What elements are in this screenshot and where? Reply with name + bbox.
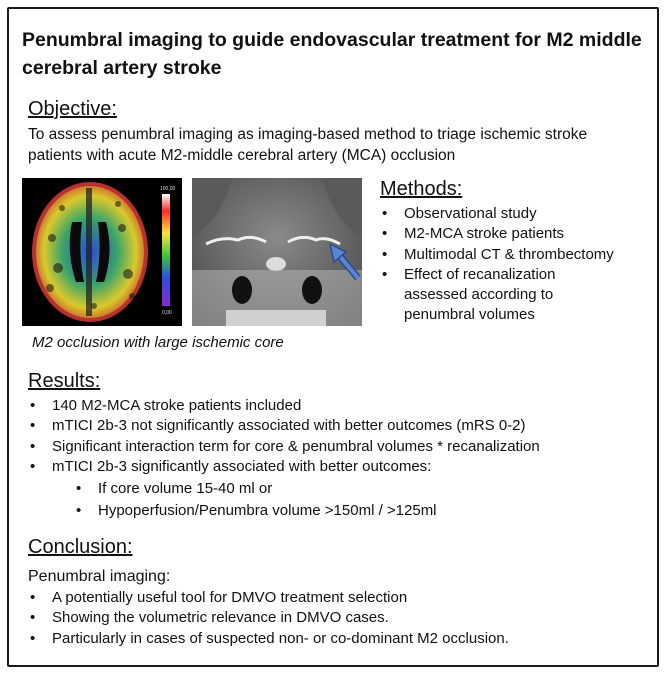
results-subitem: • If core volume 15-40 ml or [28,478,658,500]
methods-item: • Multimodal CT & thrombectomy [380,245,660,265]
methods-item: • Observational study [380,204,660,224]
conclusion-item: • A potentially useful tool for DMVO treatment selection [28,588,658,608]
methods-list [380,204,660,326]
objective-heading: Objective: [28,98,117,120]
figure-caption: M2 occlusion with large ischemic core [32,334,284,351]
perfusion-map-image [22,178,182,326]
methods-heading: Methods: [380,178,463,200]
cta-graphic [192,178,362,326]
results-subitem: • Hypoperfusion/Penumbra volume >150ml / >125ml [28,500,658,522]
cta-image [192,178,362,326]
results-item: • mTICI 2b-3 not significantly associated with better outcomes (mRS 0-2) [28,416,658,436]
results-item: • 140 M2-MCA stroke patients included [28,396,658,416]
colorbar-bottom-label: 0,00 [162,310,172,316]
colorbar [162,194,170,306]
methods-item: • M2-MCA stroke patients [380,224,660,244]
results-sublist [28,478,658,522]
conclusion-subheading: Penumbral imaging: [28,568,171,585]
results-list [28,396,658,477]
perfusion-map-graphic [22,178,182,326]
results-heading: Results: [28,370,101,392]
poster-title: Penumbral imaging to guide endovascular treatment for M2 middle cerebral artery stroke [22,29,642,79]
conclusion-item: • Showing the volumetric relevance in DMVO cases. [28,608,658,628]
colorbar-top-label: 100,00 [160,186,176,192]
conclusion-heading: Conclusion: [28,536,133,558]
conclusion-list [28,588,658,649]
objective-text: To assess penumbral imaging as imaging-based method to triage ischemic stroke patients with acute M2-middle cerebral artery (MCA) occlusion [28,126,588,164]
results-item: • Significant interaction term for core & penumbral volumes * recanalization [28,437,658,457]
conclusion-item: • Particularly in cases of suspected non- or co-dominant M2 occlusion. [28,629,658,649]
results-item: • mTICI 2b-3 significantly associated with better outcomes: [28,457,658,477]
methods-item: • Effect of recanalization assessed according to penumbral volumes [380,265,614,326]
